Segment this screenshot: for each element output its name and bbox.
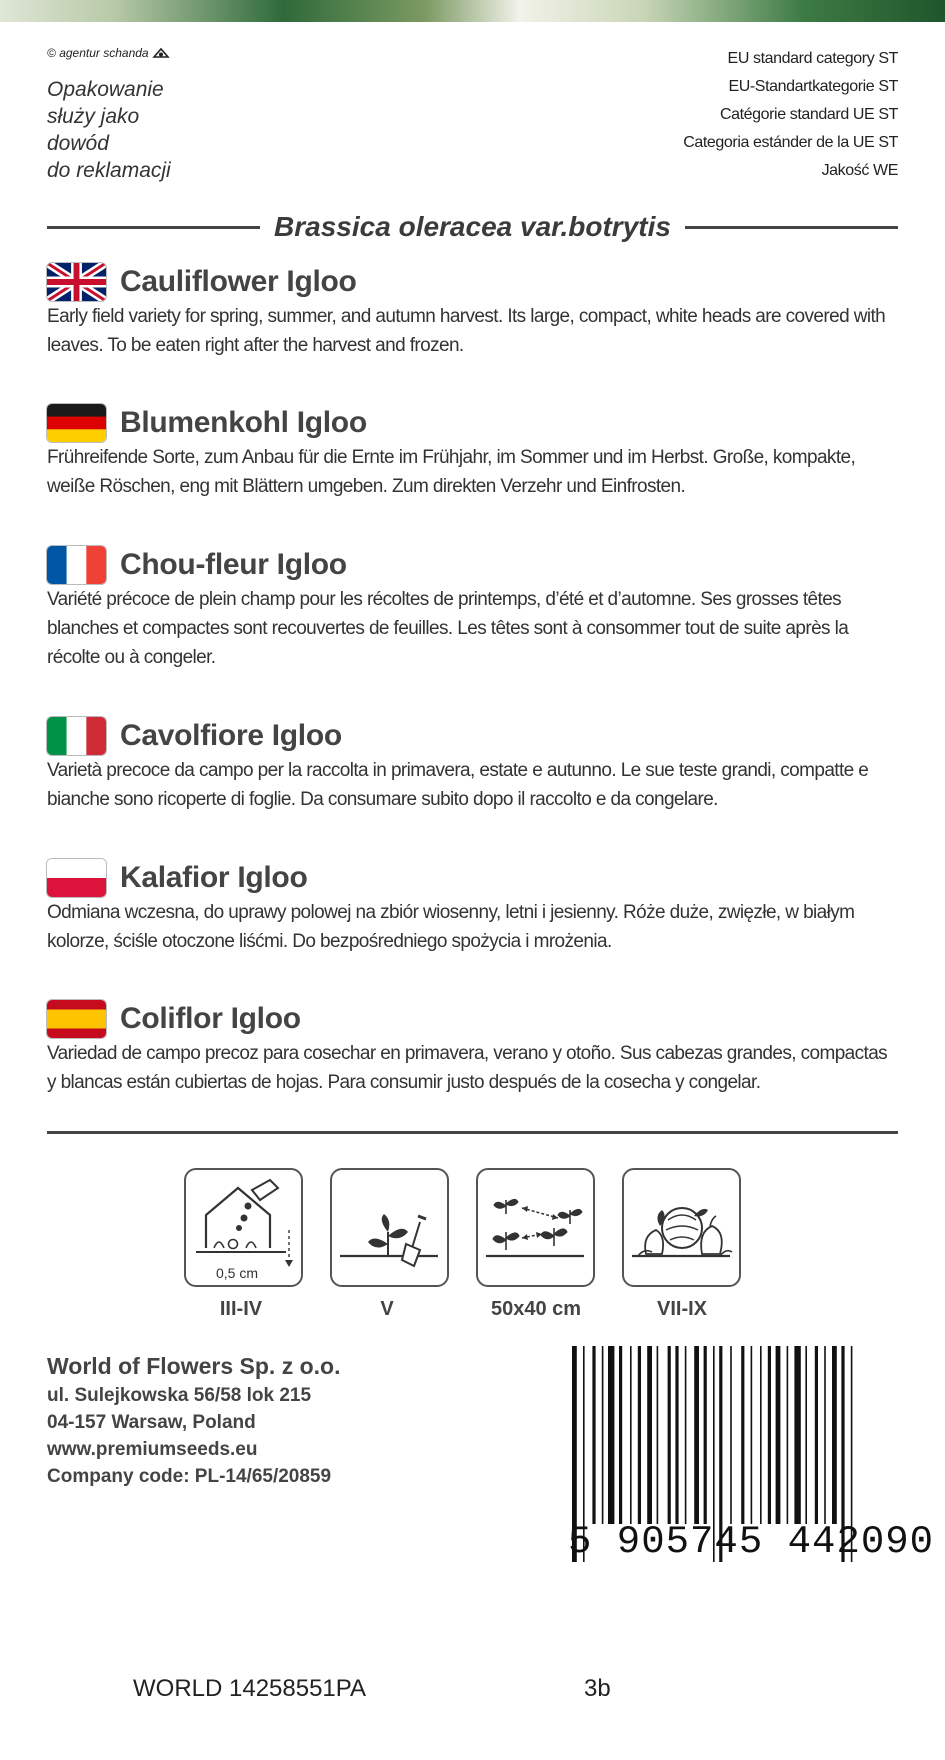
latin-name-row xyxy=(47,210,898,244)
language-section-en xyxy=(47,262,898,360)
copyright-symbol-icon: © xyxy=(47,46,56,60)
language-section-de xyxy=(47,403,898,501)
barcode-bar xyxy=(704,1346,707,1524)
divider-right xyxy=(685,226,898,229)
lang-description: Odmiana wczesna, do uprawy polowej na zbiór wiosenny, letni i jesienny. Róże duże, zwięzłe, w białym kolorze, ściśle otoczone liśćmi. Do bezpośredniego spożycia i mrożenia. xyxy=(47,902,855,952)
barcode-bar xyxy=(630,1346,632,1524)
barcode-bar xyxy=(730,1346,732,1524)
barcode-bar xyxy=(741,1346,744,1524)
italy-flag-icon xyxy=(47,717,106,755)
outdoor-planting-icon xyxy=(330,1168,449,1287)
barcode-bar xyxy=(776,1346,781,1524)
company-code: Company code: PL-14/65/20859 xyxy=(47,1466,332,1487)
eu-category-line: EU standard category ST xyxy=(727,50,898,67)
barcode-bar xyxy=(638,1346,641,1524)
lang-description: Varietà precoce da campo per la raccolta in primavera, estate e autunno. Le sue teste grandi, compatte e bianche sono ricoperte di foglie. Da consumare subito dopo il raccolto e da congelare. xyxy=(47,760,869,810)
spain-flag-icon xyxy=(47,1000,106,1038)
icon-label: VII-IX xyxy=(656,1298,707,1320)
lang-description: Variété précoce de plein champ pour les récoltes de printemps, d’été et d’automne. Ses grosses têtes blanches et compactes sont recouvertes de feuilles. Les têtes sont à consommer tout de suite après la récolte ou à congeler. xyxy=(47,589,849,668)
barcode-number: 5 905745 442090 xyxy=(568,1520,935,1564)
barcode-bar xyxy=(768,1346,771,1524)
claim-note-line: dowód xyxy=(47,132,109,155)
icon-label: III-IV xyxy=(219,1298,263,1320)
barcode-bar xyxy=(608,1346,614,1524)
divider-left xyxy=(47,226,260,229)
claim-note-line: Opakowanie xyxy=(47,78,164,101)
harvest-icon xyxy=(622,1168,741,1287)
barcode-bar xyxy=(815,1346,818,1524)
copyright xyxy=(47,46,170,60)
sowing-depth-text: 0,5 cm xyxy=(216,1265,259,1281)
barcode-bar xyxy=(787,1346,789,1524)
lang-title: Chou-fleur Igloo xyxy=(120,548,347,581)
eu-category-line: EU-Standartkategorie ST xyxy=(728,78,898,95)
lang-title: Coliflor Igloo xyxy=(120,1002,301,1035)
claim-note-line: do reklamacji xyxy=(47,159,171,182)
company-website: www.premiumseeds.eu xyxy=(47,1439,258,1460)
barcode-bar xyxy=(751,1346,753,1524)
section-divider xyxy=(47,1131,898,1134)
barcode-bar xyxy=(794,1346,800,1524)
barcode-bar xyxy=(760,1346,762,1524)
latin-name: Brassica oleracea var.botrytis xyxy=(274,211,671,242)
barcode-bar xyxy=(602,1346,604,1524)
company-address-line2: 04-157 Warsaw, Poland xyxy=(47,1412,256,1433)
claim-note xyxy=(47,76,171,184)
lang-title: Blumenkohl Igloo xyxy=(120,406,367,439)
language-section-es xyxy=(47,999,898,1097)
indoor-sowing-icon xyxy=(184,1168,303,1287)
poland-flag-icon xyxy=(47,859,106,897)
agency-logo-icon xyxy=(152,47,170,59)
language-section-fr xyxy=(47,545,898,672)
lang-description: Early field variety for spring, summer, and autumn harvest. Its large, compact, white heads are covered with leaves. To be eaten right after the harvest and frozen. xyxy=(47,306,886,356)
eu-category-line: Catégorie standard UE ST xyxy=(719,106,898,123)
barcode-bar xyxy=(675,1346,678,1524)
copyright-text: agentur schanda xyxy=(59,46,149,60)
lang-title: Cavolfiore Igloo xyxy=(120,719,342,752)
eu-category-block xyxy=(683,45,898,185)
barcode-bar xyxy=(685,1346,687,1524)
language-section-pl xyxy=(47,858,898,956)
company-info xyxy=(47,1350,340,1490)
company-address-line1: ul. Sulejkowska 56/58 lok 215 xyxy=(47,1385,312,1406)
claim-note-line: służy jako xyxy=(47,105,140,128)
icon-label: V xyxy=(380,1298,394,1320)
language-section-it xyxy=(47,716,898,814)
uk-flag-icon xyxy=(47,263,106,301)
france-flag-icon xyxy=(47,546,106,584)
barcode-bar xyxy=(592,1346,595,1524)
barcode-bar xyxy=(647,1346,652,1524)
lang-description: Frühreifende Sorte, zum Anbau für die Ernte im Frühjahr, im Sommer und im Herbst. Große, kompakte, weiße Röschen, eng mit Blättern umgeben. Zum direkten Verzehr und Einfrosten. xyxy=(47,447,856,497)
company-name: World of Flowers Sp. z o.o. xyxy=(47,1353,341,1379)
barcode-bar xyxy=(694,1346,699,1524)
lang-title: Cauliflower Igloo xyxy=(120,265,357,298)
eu-category-line: Jakość WE xyxy=(821,162,898,179)
barcode-bar xyxy=(824,1346,826,1524)
eu-category-line: Categoria estánder de la UE ST xyxy=(683,134,898,151)
print-code: WORLD 14258551PA xyxy=(133,1675,367,1702)
barcode-bar xyxy=(805,1346,807,1524)
header-photo-strip xyxy=(0,0,945,22)
barcode-bar xyxy=(657,1346,659,1524)
lang-description: Variedad de campo precoz para cosechar en primavera, verano y otoño. Sus cabezas grandes, compactas y blancas están cubiertas de hojas. Para consumir justo después de la cosecha y congelar. xyxy=(47,1043,888,1093)
barcode-bar xyxy=(668,1346,671,1524)
lang-title: Kalafior Igloo xyxy=(120,861,308,894)
plant-spacing-icon xyxy=(476,1168,595,1287)
barcode-bar xyxy=(832,1346,837,1524)
icon-label: 50x40 cm xyxy=(490,1298,582,1320)
barcode-bar xyxy=(619,1346,622,1524)
print-version: 3b xyxy=(584,1675,611,1702)
germany-flag-icon xyxy=(47,404,106,442)
